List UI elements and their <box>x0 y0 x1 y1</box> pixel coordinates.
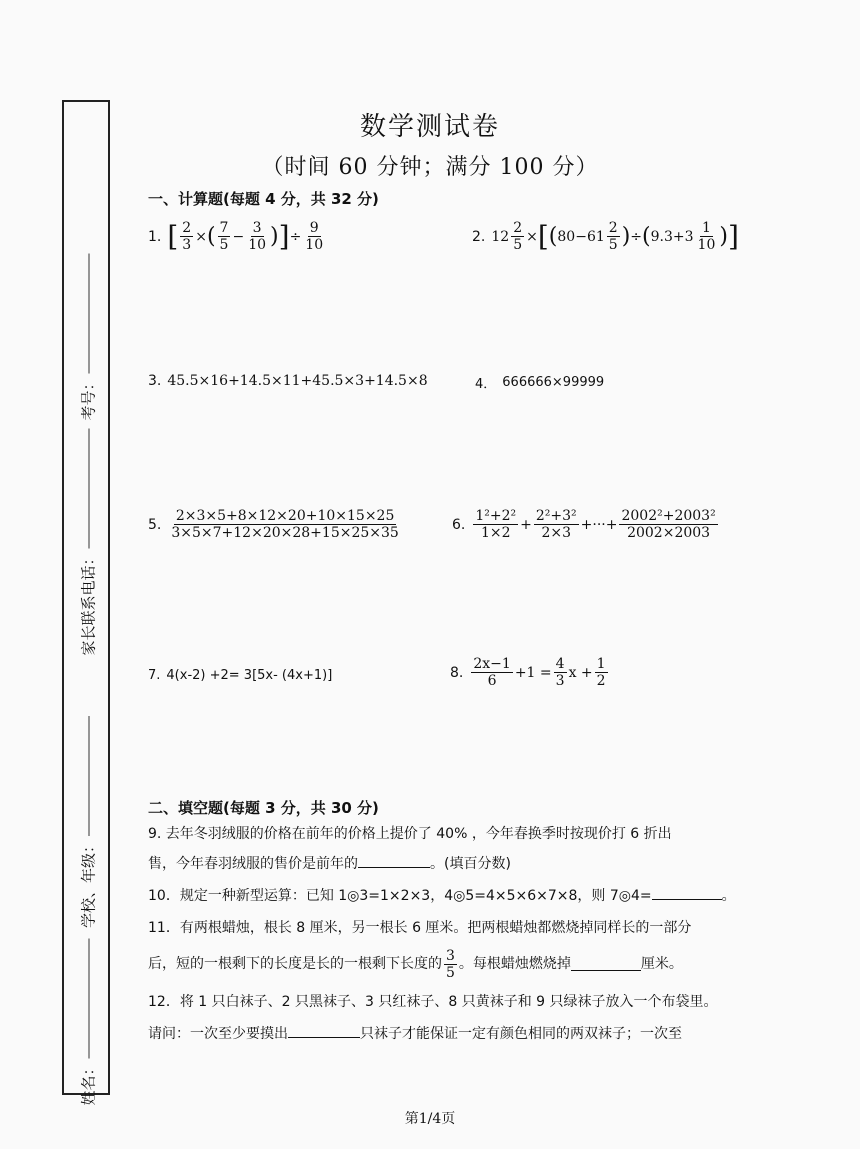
page-number: 第1/4页 <box>404 1111 456 1127</box>
question-9-line-2 <box>148 854 728 875</box>
question-11-line-2 <box>148 948 728 981</box>
frac-num: 2 <box>608 220 618 236</box>
question-9-line-1: 9. 去年冬羽绒服的价格在前年的价格上提价了 40% ，今年春换季时按现价打 6 折出 <box>148 826 672 842</box>
frac-num: 1 <box>596 656 606 672</box>
problem-7 <box>148 668 332 683</box>
section-1-heading: 一、计算题(每题 4 分，共 32 分) <box>148 190 379 208</box>
frac-den: 5 <box>219 237 229 254</box>
frac-num: 2002²+2003² <box>621 508 716 524</box>
question-10-text: 10．规定一种新型运算：已知 1◎3=1×2×3，4◎5=4×5×6×7×8，则 7◎4= <box>148 888 652 904</box>
question-9-text: 售，今年春羽绒服的售价是前年的 <box>148 856 358 872</box>
frac-num: 2x−1 <box>473 656 511 672</box>
frac-num: 9 <box>309 220 319 236</box>
question-12-text-end: 只袜子才能保证一定有颜色相同的两双袜子；一次至 <box>360 1026 682 1042</box>
frac-den: 6 <box>487 673 497 690</box>
question-11-answer-blank[interactable] <box>571 958 641 971</box>
frac-den: 10 <box>248 237 267 254</box>
frac-den: 2×3 <box>541 525 572 542</box>
problem-2-number: 2. <box>472 228 486 245</box>
mixed-whole: 61 <box>586 228 605 245</box>
question-11-line-1: 11．有两根蜡烛，根长 8 厘米，另一根长 6 厘米。把两根蜡烛都燃烧掉同样长的一部分 <box>148 920 692 936</box>
student-name-blank[interactable] <box>89 938 90 1058</box>
question-12-text: 请问：一次至少要摸出 <box>148 1026 288 1042</box>
problem-1-number: 1. <box>148 228 162 245</box>
problem-8-number: 8. <box>450 664 464 681</box>
frac-num: 2²+3² <box>535 508 577 524</box>
frac-den: 2 <box>596 673 606 690</box>
question-10 <box>148 886 736 907</box>
problem-7-expression: 4(x-2) +2= 3[5x- (4x+1)] <box>166 668 333 683</box>
equation-part: x + <box>568 664 593 681</box>
student-name-field <box>78 938 99 1105</box>
frac-num: 1²+2² <box>475 508 517 524</box>
problem-8 <box>450 656 610 689</box>
problem-6-number: 6. <box>452 516 466 533</box>
frac-den: 3 <box>182 237 192 254</box>
question-12-answer-blank[interactable] <box>288 1025 360 1038</box>
frac-den: 10 <box>697 237 716 254</box>
parent-phone-label: 家长联系电话： <box>79 550 98 656</box>
question-12-line-2 <box>148 1024 728 1045</box>
frac-num: 4 <box>555 656 565 672</box>
exam-number-blank[interactable] <box>89 253 90 373</box>
ellipsis-sum: +···+ <box>580 516 618 533</box>
section-2-heading: 二、填空题(每题 3 分，共 30 分) <box>148 799 379 817</box>
problem-5 <box>148 508 403 541</box>
frac-num: 3 <box>252 220 262 236</box>
question-11-text-end: 厘米。 <box>640 956 683 973</box>
frac-den: 3 <box>555 673 565 690</box>
page-title: 数学测试卷 <box>359 112 500 142</box>
problem-4-expression: 666666×99999 <box>502 375 605 390</box>
question-10-answer-blank[interactable] <box>652 887 722 900</box>
problem-7-number: 7. <box>148 668 161 683</box>
question-10-text-end: 。 <box>721 888 736 904</box>
school-grade-blank[interactable] <box>89 716 90 836</box>
mixed-whole: 12 <box>491 228 510 245</box>
problem-5-number: 5. <box>148 516 162 533</box>
frac-den: 3×5×7+12×20×28+15×25×35 <box>171 525 399 542</box>
question-9-answer-blank[interactable] <box>358 855 430 868</box>
frac-den: 10 <box>305 237 324 254</box>
student-name-label: 姓名： <box>79 1060 98 1106</box>
exam-number-field <box>78 253 99 420</box>
frac-den: 1×2 <box>480 525 511 542</box>
problem-3-expression: 45.5×16+14.5×11+45.5×3+14.5×8 <box>167 373 428 389</box>
frac-den: 5 <box>513 237 523 254</box>
problem-3 <box>148 373 428 389</box>
problem-1: 1. [ $\frac{2}{3}$ × ( $\frac{7}{5}$ − $\frac{3}{10}$ ) ] ÷ $\frac{9}{10}$ <box>148 219 324 254</box>
school-grade-label: 学校、年级： <box>79 837 98 929</box>
problem-3-number: 3. <box>148 373 162 389</box>
frac-num: 2 <box>513 220 523 236</box>
parent-phone-field <box>78 428 99 655</box>
frac-den: 5 <box>446 965 455 982</box>
question-9-text-end: 。(填百分数) <box>430 856 511 872</box>
page-subtitle: （时间 60 分钟；满分 100 分） <box>261 155 599 180</box>
frac-den: 2002×2003 <box>627 525 711 542</box>
problem-4-number: 4． <box>475 377 497 392</box>
question-12-line-1: 12．将 1 只白袜子、2 只黑袜子、3 只红袜子、8 只黄袜子和 9 只绿袜子放入一个布袋里。 <box>148 994 718 1010</box>
term: 9.3 <box>650 228 673 245</box>
frac-num: 7 <box>219 220 229 236</box>
frac-num: 1 <box>701 220 711 236</box>
frac-num: 2 <box>182 220 192 236</box>
exam-number-label: 考号： <box>79 375 98 421</box>
question-11-text-mid: 。每根蜡烛燃烧掉 <box>458 956 571 973</box>
parent-phone-blank[interactable] <box>89 428 90 548</box>
student-info-sidebar <box>62 100 110 1106</box>
problem-2: 2. 12 $\frac{2}{5}$ × [ ( 80 − 61 $\frac{2}{5}$ ) ÷ ( 9.3 + 3 $\frac{1}{10}$ ) ] <box>472 219 739 254</box>
problem-4 <box>475 373 604 392</box>
frac-den: 5 <box>608 237 618 254</box>
question-11-text: 后，短的一根剩下的长度是长的一根剩下长度的 <box>148 956 442 973</box>
term: 80 <box>557 228 576 245</box>
frac-num: 3 <box>446 948 455 964</box>
frac-num: 2×3×5+8×12×20+10×15×25 <box>175 508 395 524</box>
equation-part: +1 = <box>514 664 552 681</box>
problem-6: 6. $\frac{\text{1²+2²}}{1\times 2}$ + $\frac{\text{2²+3²}}{2\times 3}$ +···+ $\frac{\text{2002²+2003²}}{2002\times 2003}$ <box>452 508 716 542</box>
school-grade-field <box>78 716 99 928</box>
mixed-whole: 3 <box>684 228 694 245</box>
